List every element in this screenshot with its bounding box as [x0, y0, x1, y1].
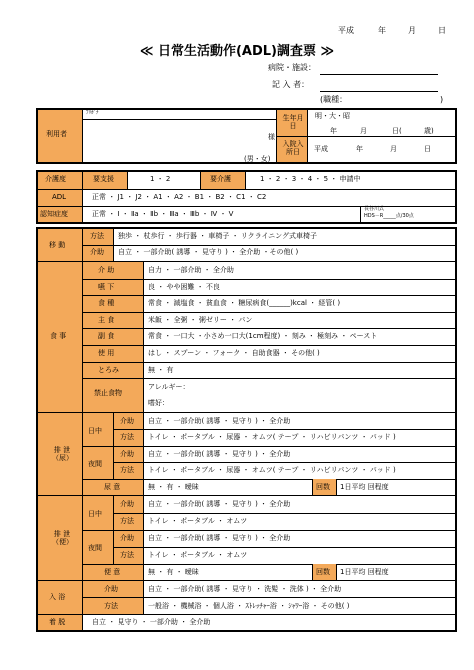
urine-day-assist-label: 介助 — [120, 417, 134, 425]
user-label: 利用者 — [46, 130, 67, 138]
admit-year: 年 — [356, 145, 363, 153]
month-label: 月 — [408, 26, 416, 35]
care-label: 介護度 — [45, 175, 66, 183]
birth-year: 年 — [330, 127, 337, 135]
meal-row-value[interactable]: 常食 ・ 減塩食 ・ 貧血食 ・ 糖尿病食(______)kcal ・ 経管( ) — [148, 299, 341, 308]
urine-night-method[interactable]: トイレ ・ ポータブル ・ 尿器 ・ オムツ( テープ ・ リハビリパンツ ・ パッド ) — [148, 466, 396, 474]
stool-label: 排 泄（便） — [52, 530, 73, 547]
urine-day-method-label: 方法 — [120, 433, 134, 441]
urine-label: 排 泄（尿） — [52, 446, 73, 463]
urine-night-assist-label: 介助 — [120, 450, 134, 458]
allergy-field[interactable]: アレルギー： — [148, 383, 190, 391]
birth-day: 日( — [392, 127, 402, 135]
dress-value[interactable]: 自立 ・ 見守り ・ 一部介助 ・ 全介助 — [92, 618, 211, 626]
meal-row-value[interactable]: 米飯 ・ 全粥 ・ 粥ゼリー ・ パン — [148, 315, 253, 324]
hds-label: 長谷川式 — [364, 206, 385, 212]
admit-day: 日 — [424, 145, 431, 153]
meal-row-value[interactable]: はし ・ スプーン ・ フォーク ・ 自助食器 ・ その他( ) — [148, 349, 320, 357]
stool-day-assist-label: 介助 — [120, 500, 134, 508]
adl-options[interactable]: 正常 ・ J1 ・ J2 ・ A1 ・ A2 ・ B1 ・ B2 ・ C1 ・ C2 — [92, 193, 267, 201]
urine-night-label: 夜間 — [88, 460, 102, 468]
year-label: 年 — [378, 26, 386, 35]
move-method[interactable]: 独歩 ・ 杖歩行 ・ 歩行器 ・ 車椅子 ・ リクライニング式車椅子 — [118, 232, 318, 240]
move-label: 移 動 — [49, 241, 66, 249]
care-options[interactable]: 1 ・ 2 ・ 3 ・ 4 ・ 5 ・ 申請中 — [260, 175, 361, 183]
meal-row-label: 主 食 — [98, 315, 115, 324]
meal-label: 食 事 — [50, 332, 67, 340]
writer-label: 記 入 者： — [272, 80, 310, 89]
move-assist-label: 介助 — [90, 248, 104, 256]
meal-row-label: とろみ — [98, 365, 119, 374]
stool-night-method[interactable]: トイレ ・ ポータブル ・ オムツ — [148, 551, 248, 559]
stool-day-label: 日中 — [88, 510, 102, 518]
admit-era: 平成 — [314, 145, 328, 153]
dementia-label: 認知症度 — [40, 210, 68, 218]
stool-night-label: 夜間 — [88, 544, 102, 552]
preference-field[interactable]: 嗜好： — [148, 399, 169, 407]
support-label: 要支援 — [93, 175, 114, 183]
meal-row-label: 副 食 — [98, 332, 115, 341]
stool-count-label: 回数 — [316, 568, 330, 576]
sama-label: 様 — [268, 133, 275, 141]
birth-label: 生年月日 — [282, 114, 304, 130]
job-close: ) — [440, 95, 444, 104]
stool-night-method-label: 方法 — [120, 551, 134, 559]
hospital-label: 病院・施設： — [268, 63, 316, 72]
meal-row-value[interactable]: 自力 ・ 一部介助 ・ 全介助 — [148, 266, 234, 274]
bath-assist[interactable]: 自立 ・ 一部介助( 誘導 ・ 見守り ・ 洗髪 ・ 洗体 ) ・ 全介助 — [148, 585, 342, 593]
dress-label: 着 脱 — [49, 618, 66, 626]
move-assist[interactable]: 自立 ・ 一部介助( 誘導 ・ 見守り ) ・ 全介助 ・その他( ) — [118, 248, 299, 256]
meal-row-label: 介 助 — [98, 266, 115, 274]
meal-row-value[interactable]: 良 ・ やや困難 ・ 不良 — [148, 282, 220, 291]
meal-row-label: 使 用 — [98, 349, 115, 357]
move-method-label: 方法 — [90, 232, 104, 240]
meal-row-label: 食 種 — [98, 299, 115, 308]
support-options[interactable]: 1 ・ 2 — [150, 175, 171, 183]
urine-day-method[interactable]: トイレ ・ ポータブル ・ 尿器 ・ オムツ( テープ ・ リハビリパンツ ・ パッド ) — [148, 433, 396, 441]
birth-age: 歳) — [424, 127, 434, 135]
urine-night-assist[interactable]: 自立 ・ 一部介助( 誘導 ・ 見守り ) ・ 全介助 — [148, 450, 291, 458]
birth-era[interactable]: 明・大・昭 — [315, 112, 350, 120]
care-need-label: 要介護 — [210, 175, 231, 183]
stool-day-method-label: 方法 — [120, 517, 134, 525]
ban-food-label: 禁止食物 — [94, 389, 122, 397]
bath-label: 入 浴 — [49, 593, 66, 601]
sex-select[interactable]: (男・女) — [244, 155, 271, 163]
bath-method[interactable]: 一般浴 ・ 機械浴 ・ 個人浴 ・ ｽﾄﾚｯﾁｬｰ浴 ・ ｼｬﾜｰ浴 ・ その他( ) — [148, 602, 350, 610]
birth-month: 月 — [360, 127, 367, 135]
hds-value[interactable]: HDS－R_____点/30点 — [364, 213, 414, 219]
stool-sense[interactable]: 無 ・ 有 ・ 曖昧 — [148, 568, 199, 576]
stool-sense-label: 便 意 — [104, 568, 121, 576]
urine-night-method-label: 方法 — [120, 466, 134, 474]
stool-day-assist[interactable]: 自立 ・ 一部介助( 誘導 ・ 見守り ) ・ 全介助 — [148, 500, 291, 508]
stool-day-method[interactable]: トイレ ・ ポータブル ・ オムツ — [148, 517, 248, 525]
stool-count[interactable]: 1日平均 回程度 — [340, 568, 389, 576]
job-label: (職種： — [320, 95, 348, 104]
urine-count-label: 回数 — [316, 483, 330, 491]
urine-sense-label: 尿 意 — [104, 483, 121, 491]
writer-field[interactable] — [320, 91, 438, 92]
stool-night-assist-label: 介助 — [120, 534, 134, 542]
hospital-field[interactable] — [320, 74, 438, 75]
meal-row-label: 嚥 下 — [98, 282, 115, 291]
urine-day-label: 日中 — [88, 427, 102, 435]
era-label: 平成 — [338, 26, 354, 35]
furigana-label: ﾌﾘｶﾞﾅ — [86, 110, 99, 116]
adl-label: ADL — [52, 193, 67, 201]
urine-sense[interactable]: 無 ・ 有 ・ 曖昧 — [148, 483, 199, 491]
meal-row-value[interactable]: 常食 ・ 一口大 ・小さめ一口大(1cm程度) ・ 刻み ・ 極刻み ・ ペースト — [148, 332, 378, 341]
page-title: ≪ 日常生活動作(ADL)調査票 ≫ — [139, 44, 335, 59]
admit-label: 入院入所日 — [282, 140, 304, 156]
meal-row-value[interactable]: 無 ・ 有 — [148, 365, 174, 374]
admit-month: 月 — [390, 145, 397, 153]
urine-day-assist[interactable]: 自立 ・ 一部介助( 誘導 ・ 見守り ) ・ 全介助 — [148, 417, 291, 425]
stool-night-assist[interactable]: 自立 ・ 一部介助( 誘導 ・ 見守り ) ・ 全介助 — [148, 534, 291, 542]
day-label: 日 — [438, 26, 446, 35]
dementia-options[interactable]: 正常 ・ Ⅰ ・ Ⅱa ・ Ⅱb ・ Ⅲa ・ Ⅲb ・ Ⅳ ・ Ⅴ — [92, 210, 234, 218]
bath-method-label: 方法 — [104, 602, 118, 610]
urine-count[interactable]: 1日平均 回程度 — [340, 483, 389, 491]
bath-assist-label: 介助 — [104, 585, 118, 593]
